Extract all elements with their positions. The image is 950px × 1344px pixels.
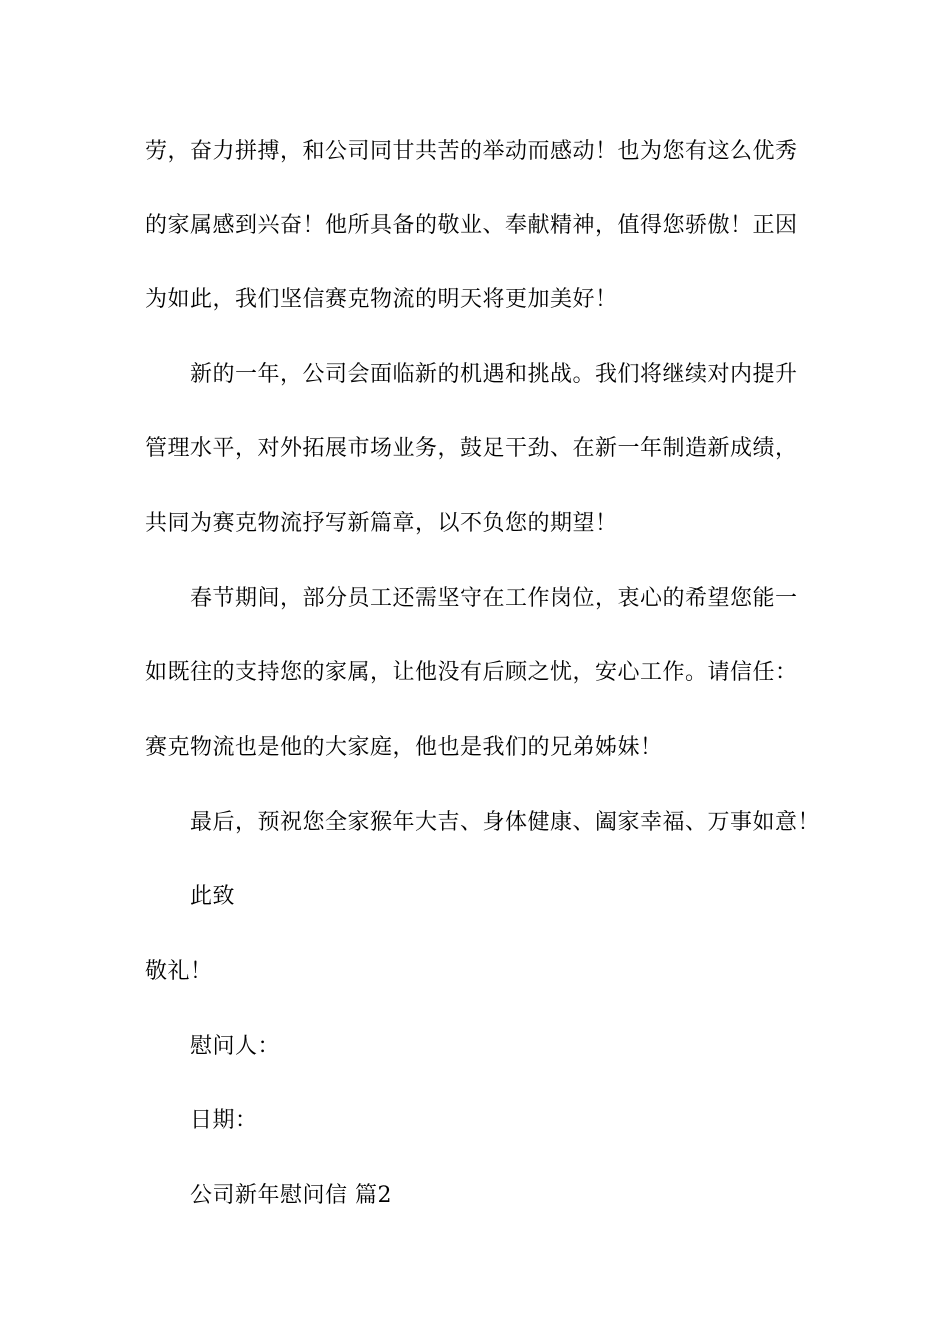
body-text-line: 为如此，我们坚信赛克物流的明天将更加美好！: [145, 287, 618, 312]
body-text-line: 最后，预祝您全家猴年大吉、身体健康、阖家幸福、万事如意！: [190, 810, 821, 835]
body-text-line: 管理水平，对外拓展市场业务，鼓足干劲、在新一年制造新成绩，: [145, 436, 798, 461]
body-text-line: 共同为赛克物流抒写新篇章，以不负您的期望！: [145, 511, 618, 536]
salutation-open: 此致: [190, 884, 236, 909]
salutation-close: 敬礼！: [145, 959, 213, 984]
section-heading: 公司新年慰问信 篇2: [190, 1183, 392, 1208]
body-text-line: 赛克物流也是他的大家庭，他也是我们的兄弟姊妹！: [145, 735, 663, 760]
body-text-line: 劳，奋力拼搏，和公司同甘共苦的举动而感动！也为您有这么优秀: [145, 139, 798, 164]
body-text-line: 春节期间，部分员工还需坚守在工作岗位，衷心的希望您能一: [190, 586, 798, 611]
date-label: 日期：: [190, 1108, 258, 1133]
sender-label: 慰问人：: [190, 1034, 281, 1059]
body-text-line: 新的一年，公司会面临新的机遇和挑战。我们将继续对内提升: [190, 362, 798, 387]
body-text-line: 的家属感到兴奋！他所具备的敬业、奉献精神，值得您骄傲！正因: [145, 213, 798, 238]
body-text-line: 如既往的支持您的家属，让他没有后顾之忧，安心工作。请信任：: [145, 660, 798, 685]
